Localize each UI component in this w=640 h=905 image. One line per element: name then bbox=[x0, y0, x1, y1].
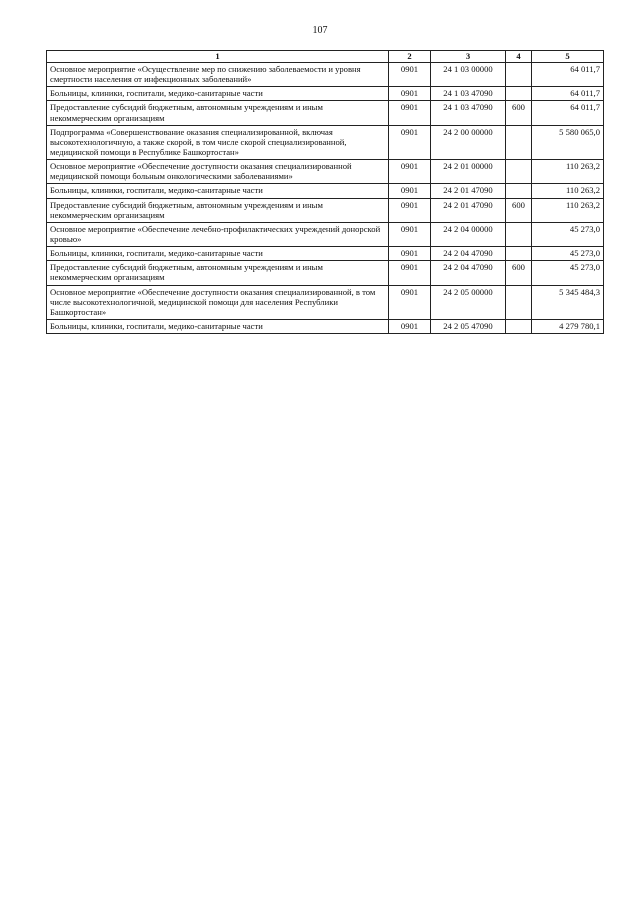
row-name: Основное мероприятие «Обеспечение лечебно-профилактических учреждений донорской кровью» bbox=[47, 222, 389, 246]
row-amount: 64 011,7 bbox=[532, 87, 604, 101]
row-target: 24 1 03 47090 bbox=[431, 101, 506, 125]
row-amount: 110 263,2 bbox=[532, 184, 604, 198]
row-amount: 110 263,2 bbox=[532, 160, 604, 184]
table-row bbox=[47, 247, 604, 261]
table-row bbox=[47, 261, 604, 285]
row-amount: 45 273,0 bbox=[532, 261, 604, 285]
table-row bbox=[47, 125, 604, 159]
row-target: 24 2 01 47090 bbox=[431, 198, 506, 222]
row-amount: 110 263,2 bbox=[532, 198, 604, 222]
row-section: 0901 bbox=[389, 63, 431, 87]
row-name: Подпрограмма «Совершенствование оказания специализированной, включая высокотехнологичную, а также скорой, в том числе скорой специализированной, медицинской помощи в Республике Башкортостан» bbox=[47, 125, 389, 159]
row-name: Основное мероприятие «Осуществление мер по снижению заболеваемости и уровня смертности населения от инфекционных заболеваний» bbox=[47, 63, 389, 87]
row-kind: 600 bbox=[506, 198, 532, 222]
row-section: 0901 bbox=[389, 222, 431, 246]
row-target: 24 2 04 00000 bbox=[431, 222, 506, 246]
table-row bbox=[47, 160, 604, 184]
row-amount: 64 011,7 bbox=[532, 63, 604, 87]
row-section: 0901 bbox=[389, 101, 431, 125]
header-col-3: 3 bbox=[431, 51, 506, 63]
row-section: 0901 bbox=[389, 285, 431, 319]
row-kind bbox=[506, 319, 532, 333]
row-section: 0901 bbox=[389, 184, 431, 198]
page-number: 107 bbox=[312, 25, 328, 36]
row-kind bbox=[506, 247, 532, 261]
table-row bbox=[47, 198, 604, 222]
header-col-5: 5 bbox=[532, 51, 604, 63]
row-amount: 45 273,0 bbox=[532, 247, 604, 261]
row-kind bbox=[506, 184, 532, 198]
row-name: Предоставление субсидий бюджетным, автономным учреждениям и иным некоммерческим организациям bbox=[47, 261, 389, 285]
row-name: Предоставление субсидий бюджетным, автономным учреждениям и иным некоммерческим организациям bbox=[47, 198, 389, 222]
table-row bbox=[47, 101, 604, 125]
header-col-4: 4 bbox=[506, 51, 532, 63]
row-target: 24 2 01 47090 bbox=[431, 184, 506, 198]
header-col-1: 1 bbox=[47, 51, 389, 63]
row-target: 24 2 04 47090 bbox=[431, 261, 506, 285]
row-kind bbox=[506, 63, 532, 87]
row-name: Больницы, клиники, госпитали, медико-санитарные части bbox=[47, 319, 389, 333]
row-target: 24 2 05 00000 bbox=[431, 285, 506, 319]
row-name: Больницы, клиники, госпитали, медико-санитарные части bbox=[47, 87, 389, 101]
row-kind bbox=[506, 160, 532, 184]
row-section: 0901 bbox=[389, 319, 431, 333]
row-section: 0901 bbox=[389, 261, 431, 285]
row-amount: 5 580 065,0 bbox=[532, 125, 604, 159]
table-row bbox=[47, 222, 604, 246]
row-name: Основное мероприятие «Обеспечение доступности оказания специализированной медицинской помощи больным онкологическими заболеваниями» bbox=[47, 160, 389, 184]
row-section: 0901 bbox=[389, 125, 431, 159]
row-target: 24 1 03 47090 bbox=[431, 87, 506, 101]
table-row bbox=[47, 184, 604, 198]
row-kind: 600 bbox=[506, 261, 532, 285]
row-kind bbox=[506, 285, 532, 319]
row-name: Больницы, клиники, госпитали, медико-санитарные части bbox=[47, 184, 389, 198]
row-kind bbox=[506, 125, 532, 159]
row-name: Предоставление субсидий бюджетным, автономным учреждениям и иным некоммерческим организациям bbox=[47, 101, 389, 125]
row-name: Больницы, клиники, госпитали, медико-санитарные части bbox=[47, 247, 389, 261]
row-target: 24 2 00 00000 bbox=[431, 125, 506, 159]
table-header-row bbox=[47, 51, 604, 63]
table-row bbox=[47, 87, 604, 101]
row-section: 0901 bbox=[389, 247, 431, 261]
row-target: 24 2 04 47090 bbox=[431, 247, 506, 261]
row-section: 0901 bbox=[389, 198, 431, 222]
row-target: 24 1 03 00000 bbox=[431, 63, 506, 87]
row-amount: 64 011,7 bbox=[532, 101, 604, 125]
row-name: Основное мероприятие «Обеспечение доступности оказания специализированной, в том числе высокотехнологичной, медицинской помощи для населения Республики Башкортостан» bbox=[47, 285, 389, 319]
row-amount: 45 273,0 bbox=[532, 222, 604, 246]
row-section: 0901 bbox=[389, 87, 431, 101]
budget-table bbox=[46, 50, 604, 334]
row-kind bbox=[506, 222, 532, 246]
row-kind: 600 bbox=[506, 101, 532, 125]
header-col-2: 2 bbox=[389, 51, 431, 63]
table-row bbox=[47, 63, 604, 87]
row-amount: 4 279 780,1 bbox=[532, 319, 604, 333]
table-row bbox=[47, 319, 604, 333]
table-row bbox=[47, 285, 604, 319]
row-target: 24 2 05 47090 bbox=[431, 319, 506, 333]
row-target: 24 2 01 00000 bbox=[431, 160, 506, 184]
row-amount: 5 345 484,3 bbox=[532, 285, 604, 319]
row-section: 0901 bbox=[389, 160, 431, 184]
row-kind bbox=[506, 87, 532, 101]
